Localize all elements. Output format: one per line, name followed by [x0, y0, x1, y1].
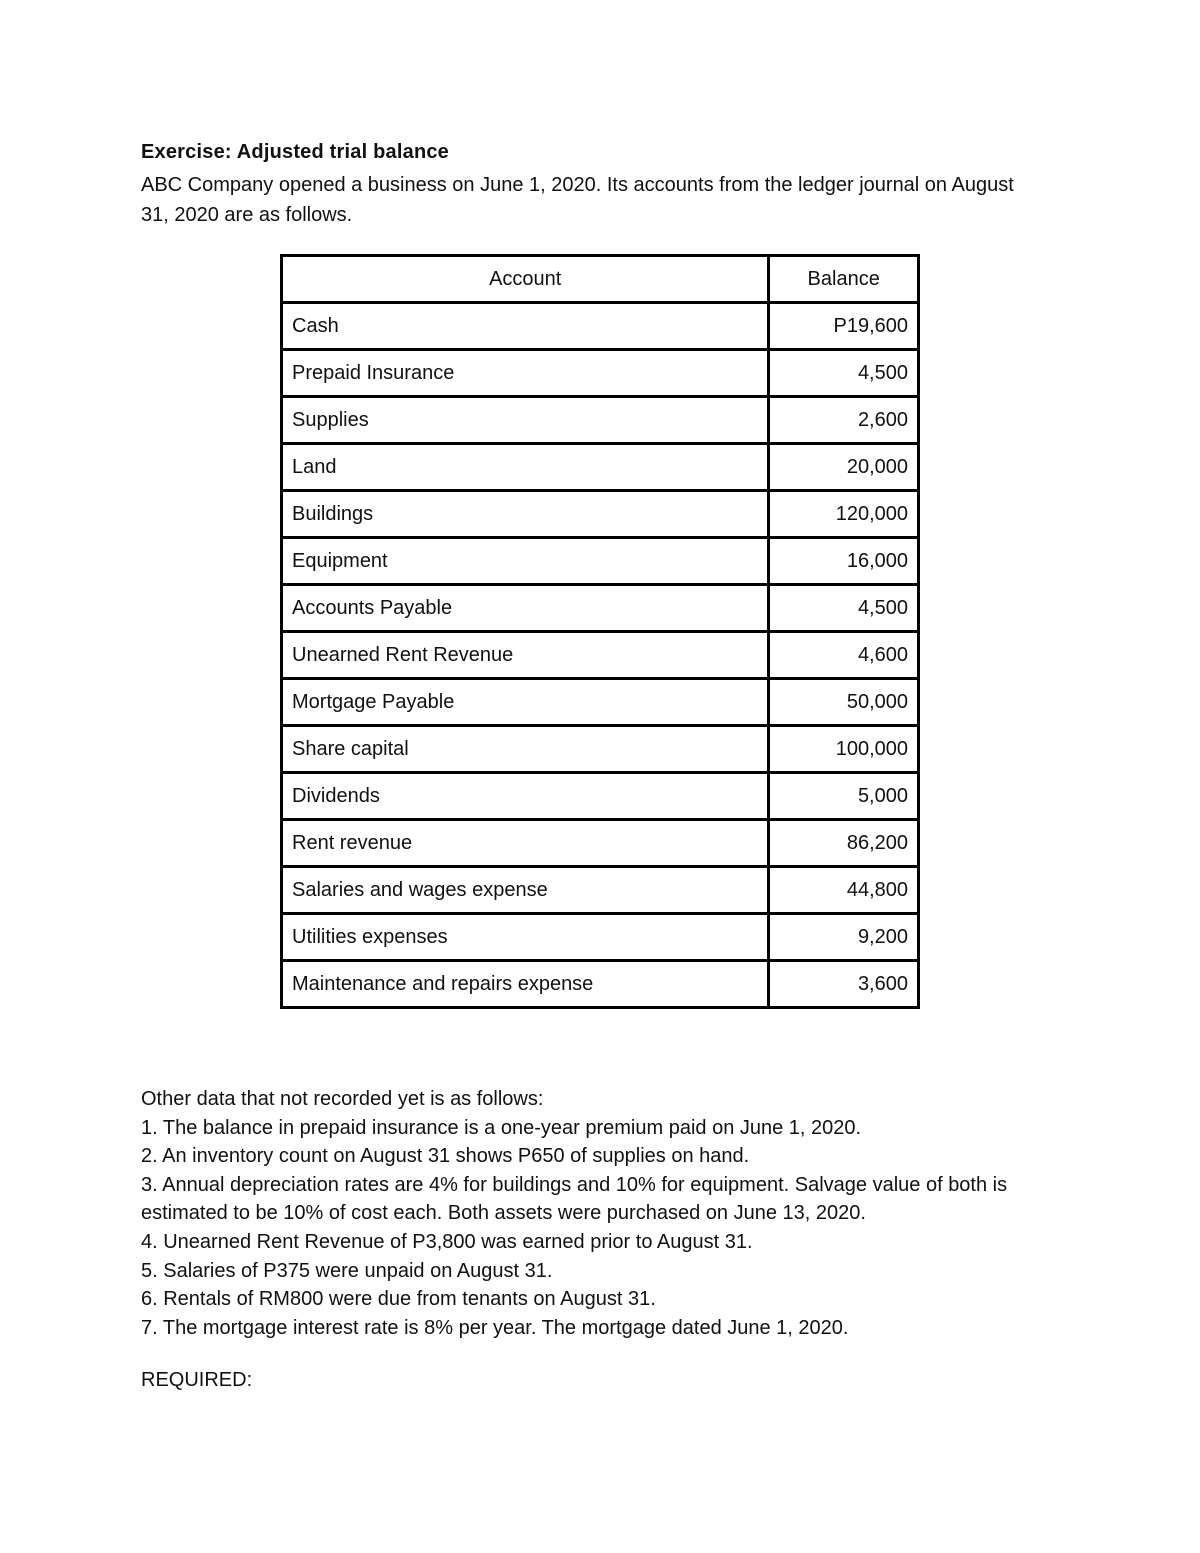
other-data-item: 1. The balance in prepaid insurance is a one-year premium paid on June 1, 2020. [141, 1116, 862, 1139]
table-row [282, 961, 919, 1008]
table-row [282, 491, 919, 538]
account-cell: Prepaid Insurance [282, 350, 769, 397]
account-cell: Cash [282, 303, 769, 350]
account-cell: Dividends [282, 773, 769, 820]
table-row [282, 773, 919, 820]
account-cell: Land [282, 444, 769, 491]
balance-cell: 5,000 [769, 773, 919, 820]
table-row [282, 303, 919, 350]
ledger-table [280, 254, 920, 1009]
account-cell: Accounts Payable [282, 585, 769, 632]
table-row [282, 914, 919, 961]
table-row [282, 538, 919, 585]
account-cell: Salaries and wages expense [282, 867, 769, 914]
balance-cell: 9,200 [769, 914, 919, 961]
other-data-item: 7. The mortgage interest rate is 8% per year. The mortgage dated June 1, 2020. [141, 1316, 849, 1339]
other-data-item: 4. Unearned Rent Revenue of P3,800 was earned prior to August 31. [141, 1230, 753, 1253]
balance-cell: 4,500 [769, 350, 919, 397]
other-data-item: 5. Salaries of P375 were unpaid on August 31. [141, 1259, 553, 1282]
table-row [282, 820, 919, 867]
table-row [282, 726, 919, 773]
balance-cell: 50,000 [769, 679, 919, 726]
header-balance: Balance [769, 256, 919, 303]
account-cell: Supplies [282, 397, 769, 444]
table-row [282, 397, 919, 444]
balance-cell: 100,000 [769, 726, 919, 773]
account-cell: Utilities expenses [282, 914, 769, 961]
exercise-intro: ABC Company opened a business on June 1, 2020. Its accounts from the ledger journal on August 31, 2020 are as follows. [141, 174, 1014, 226]
table-row [282, 867, 919, 914]
balance-cell: P19,600 [769, 303, 919, 350]
balance-cell: 86,200 [769, 820, 919, 867]
other-data-item: 2. An inventory count on August 31 shows P650 of supplies on hand. [141, 1145, 750, 1168]
other-data-item: 6. Rentals of RM800 were due from tenants on August 31. [141, 1288, 656, 1311]
account-cell: Rent revenue [282, 820, 769, 867]
exercise-title: Exercise: Adjusted trial balance [141, 141, 450, 163]
account-cell: Maintenance and repairs expense [282, 961, 769, 1008]
account-cell: Equipment [282, 538, 769, 585]
balance-cell: 4,600 [769, 632, 919, 679]
balance-cell: 20,000 [769, 444, 919, 491]
header-account: Account [282, 256, 769, 303]
account-cell: Mortgage Payable [282, 679, 769, 726]
other-data-section [141, 1085, 1071, 1342]
required-label: REQUIRED: [141, 1369, 253, 1391]
table-row [282, 585, 919, 632]
table-header-row [282, 256, 919, 303]
account-cell: Unearned Rent Revenue [282, 632, 769, 679]
table-row [282, 444, 919, 491]
account-cell: Share capital [282, 726, 769, 773]
other-data-item: 3. Annual depreciation rates are 4% for buildings and 10% for equipment. Salvage value of both is estimated to be 10% of cost each. Both assets were purchased on June 13, 2020. [141, 1173, 1008, 1225]
table-row [282, 632, 919, 679]
balance-cell: 44,800 [769, 867, 919, 914]
balance-cell: 120,000 [769, 491, 919, 538]
balance-cell: 16,000 [769, 538, 919, 585]
table-row [282, 679, 919, 726]
account-cell: Buildings [282, 491, 769, 538]
balance-cell: 3,600 [769, 961, 919, 1008]
balance-cell: 2,600 [769, 397, 919, 444]
other-data-heading: Other data that not recorded yet is as follows: [141, 1088, 544, 1110]
balance-cell: 4,500 [769, 585, 919, 632]
table-row [282, 350, 919, 397]
